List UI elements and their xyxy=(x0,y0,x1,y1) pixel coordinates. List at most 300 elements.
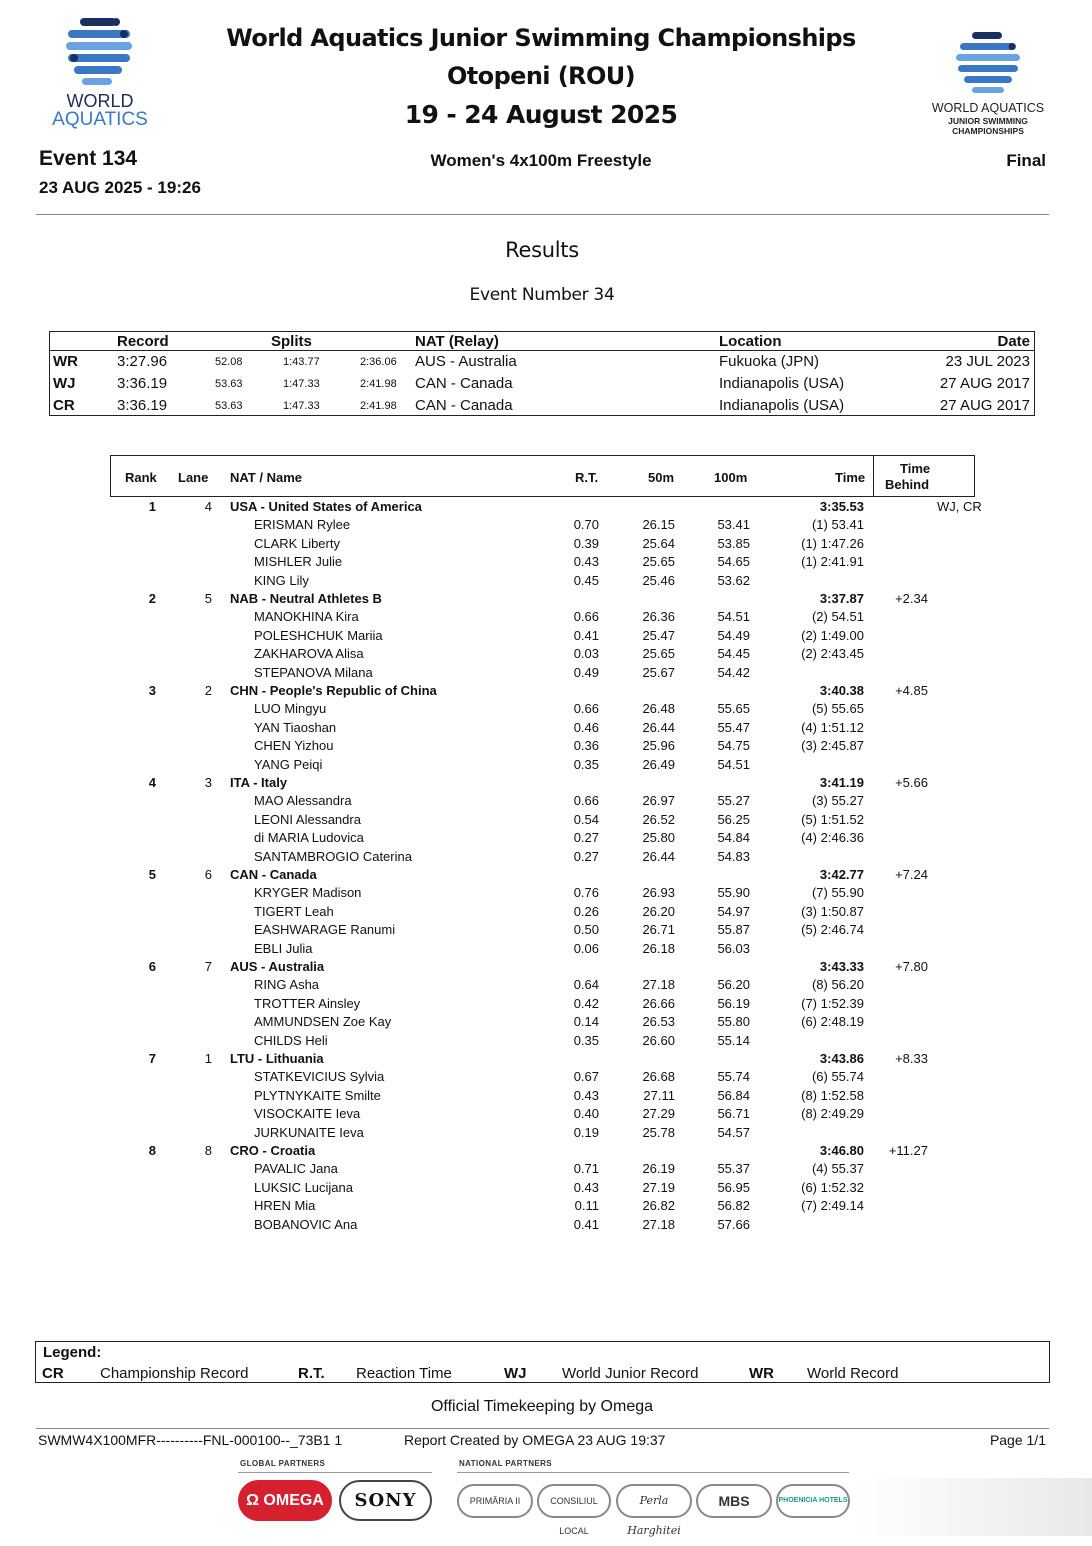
swimmer-split-50m: 26.49 xyxy=(642,756,675,772)
partner-logo-mbs: MBS xyxy=(696,1484,772,1518)
swimmer-name: STEPANOVA Milana xyxy=(254,664,373,680)
swimmer-reaction-time: 0.49 xyxy=(573,664,599,680)
swimmer-split-100m: 54.84 xyxy=(717,830,750,846)
swimmer-row xyxy=(0,1013,1092,1031)
record-split-2: 1:43.77 xyxy=(283,356,320,368)
swimmer-cumulative-time: (2) 2:43.45 xyxy=(801,646,864,662)
team-rank: 2 xyxy=(148,591,156,606)
swimmer-split-50m: 25.65 xyxy=(642,646,675,662)
partner-logo-perla: Perla Harghitei xyxy=(616,1484,692,1518)
swimmer-split-50m: 27.19 xyxy=(642,1179,675,1195)
swimmer-split-100m: 54.97 xyxy=(717,903,750,919)
swimmer-split-50m: 26.15 xyxy=(642,517,675,533)
swimmer-split-100m: 55.37 xyxy=(717,1161,750,1177)
team-lane: 2 xyxy=(204,683,212,698)
team-name: LTU - Lithuania xyxy=(230,1051,324,1066)
swimmer-split-50m: 25.67 xyxy=(642,664,675,680)
swimmer-reaction-time: 0.42 xyxy=(573,995,599,1011)
swimmer-name: TROTTER Ainsley xyxy=(254,995,361,1011)
swimmer-name: ERISMAN Rylee xyxy=(254,517,351,533)
event-name: Women's 4x100m Freestyle xyxy=(430,151,652,170)
world-aquatics-emblem-icon xyxy=(30,14,170,132)
event-datetime: 23 AUG 2025 - 19:26 xyxy=(39,178,201,197)
swimmer-cumulative-time: (1) 2:41.91 xyxy=(801,554,864,570)
swimmer-name: MAO Alessandra xyxy=(254,793,352,809)
swimmer-split-50m: 27.29 xyxy=(642,1106,675,1122)
swimmer-row xyxy=(0,627,1092,645)
record-time: 3:27.96 xyxy=(117,353,168,370)
swimmer-row xyxy=(0,700,1092,718)
swimmer-reaction-time: 0.26 xyxy=(573,903,599,919)
records-table-header xyxy=(50,332,1034,351)
swimmer-split-50m: 26.66 xyxy=(642,995,675,1011)
team-rank: 8 xyxy=(148,1143,156,1158)
swimmer-reaction-time: 0.45 xyxy=(573,572,599,588)
swimmer-name: PLYTNYKAITE Smilte xyxy=(254,1087,381,1103)
swimmer-row xyxy=(0,608,1092,626)
swimmer-row xyxy=(0,645,1092,663)
team-time: 3:46.80 xyxy=(819,1143,864,1158)
swimmer-split-50m: 25.80 xyxy=(642,830,675,846)
team-lane: 7 xyxy=(204,959,212,974)
swimmer-split-100m: 54.51 xyxy=(717,609,750,625)
team-row xyxy=(0,1142,1092,1160)
swimmer-reaction-time: 0.41 xyxy=(573,1216,599,1232)
swimmer-name: YANG Peiqi xyxy=(254,756,323,772)
swimmer-name: BOBANOVIC Ana xyxy=(254,1216,358,1232)
swimmer-name: di MARIA Ludovica xyxy=(254,830,364,846)
swimmer-name: JURKUNAITE Ieva xyxy=(254,1124,364,1140)
team-lane: 3 xyxy=(204,775,212,790)
global-partners-line xyxy=(238,1472,432,1473)
team-name: USA - United States of America xyxy=(230,499,422,514)
swimmer-cumulative-time: (6) 1:52.32 xyxy=(801,1179,864,1195)
results-header-rank: Rank xyxy=(125,470,157,485)
record-location: Fukuoka (JPN) xyxy=(719,353,820,370)
dates-title: 19 - 24 August 2025 xyxy=(404,100,678,129)
swimmer-row xyxy=(0,995,1092,1013)
swimmer-split-50m: 26.44 xyxy=(642,848,675,864)
swimmer-cumulative-time: (1) 53.41 xyxy=(811,517,864,533)
swimmer-split-100m: 55.74 xyxy=(717,1069,750,1085)
swimmer-name: RING Asha xyxy=(254,977,320,993)
swimmer-reaction-time: 0.39 xyxy=(573,535,599,551)
record-time: 3:36.19 xyxy=(117,375,168,392)
swimmer-split-50m: 26.93 xyxy=(642,885,675,901)
results-heading: Results xyxy=(505,238,579,262)
results-header-behind-1: Time xyxy=(900,461,931,476)
team-records: WJ, CR xyxy=(937,499,982,514)
swimmer-row xyxy=(0,1068,1092,1086)
swimmer-row xyxy=(0,884,1092,902)
team-row xyxy=(0,774,1092,792)
swimmer-reaction-time: 0.41 xyxy=(573,627,599,643)
swimmer-split-100m: 55.47 xyxy=(717,719,750,735)
record-time: 3:36.19 xyxy=(117,397,168,414)
swimmer-name: STATKEVICIUS Sylvia xyxy=(254,1069,385,1085)
swimmer-reaction-time: 0.19 xyxy=(573,1124,599,1140)
swimmer-cumulative-time: (4) 2:46.36 xyxy=(801,830,864,846)
swimmer-name: CHEN Yizhou xyxy=(254,738,334,754)
swimmer-row xyxy=(0,811,1092,829)
legend-code-wr: WR xyxy=(749,1365,774,1382)
swimmer-reaction-time: 0.70 xyxy=(573,517,599,533)
record-split-3: 2:41.98 xyxy=(360,378,397,390)
legend-label-rt: Reaction Time xyxy=(356,1365,452,1382)
record-code: WJ xyxy=(53,375,76,392)
team-name: ITA - Italy xyxy=(230,775,288,790)
swimmer-cumulative-time: (6) 2:48.19 xyxy=(801,1014,864,1030)
swimmer-split-50m: 25.96 xyxy=(642,738,675,754)
swimmer-split-100m: 55.14 xyxy=(717,1032,750,1048)
swimmer-split-50m: 26.20 xyxy=(642,903,675,919)
swimmer-row xyxy=(0,553,1092,571)
swimmer-split-100m: 54.57 xyxy=(717,1124,750,1140)
swimmer-cumulative-time: (3) 1:50.87 xyxy=(801,903,864,919)
legend-title: Legend: xyxy=(43,1344,102,1361)
record-nat: AUS - Australia xyxy=(415,353,517,370)
swimmer-split-100m: 54.51 xyxy=(717,756,750,772)
legend-code-cr: CR xyxy=(42,1365,64,1382)
swimmer-split-50m: 26.19 xyxy=(642,1161,675,1177)
swimmer-cumulative-time: (2) 54.51 xyxy=(811,609,864,625)
swimmer-split-100m: 54.49 xyxy=(717,627,750,643)
team-time: 3:43.86 xyxy=(819,1051,864,1066)
team-time: 3:43.33 xyxy=(819,959,864,974)
swimmer-split-100m: 54.75 xyxy=(717,738,750,754)
team-time-behind: +7.24 xyxy=(895,867,928,882)
swimmer-reaction-time: 0.66 xyxy=(573,793,599,809)
swimmer-reaction-time: 0.27 xyxy=(573,830,599,846)
swimmer-name: KRYGER Madison xyxy=(254,885,362,901)
team-time: 3:35.53 xyxy=(819,499,864,514)
footer-divider xyxy=(36,1428,1049,1429)
legend-code-rt: R.T. xyxy=(298,1365,325,1382)
swimmer-row xyxy=(0,1105,1092,1123)
swimmer-reaction-time: 0.54 xyxy=(573,811,599,827)
record-split-1: 53.63 xyxy=(215,400,243,412)
swimmer-name: CHILDS Heli xyxy=(254,1032,328,1048)
header-divider xyxy=(36,214,1049,215)
team-time-behind: +11.27 xyxy=(888,1143,928,1158)
record-split-2: 1:47.33 xyxy=(283,378,320,390)
swimmer-cumulative-time: (8) 2:49.29 xyxy=(801,1106,864,1122)
swimmer-reaction-time: 0.11 xyxy=(574,1198,599,1214)
swimmer-reaction-time: 0.35 xyxy=(573,756,599,772)
swimmer-split-50m: 26.97 xyxy=(642,793,675,809)
record-code: WR xyxy=(53,353,78,370)
swimmer-reaction-time: 0.64 xyxy=(573,977,599,993)
team-row xyxy=(0,498,1092,516)
swimmer-row xyxy=(0,1087,1092,1105)
legend-label-wj: World Junior Record xyxy=(562,1365,699,1382)
swimmer-reaction-time: 0.06 xyxy=(573,940,599,956)
legend-label-cr: Championship Record xyxy=(100,1365,249,1382)
swimmer-split-100m: 56.84 xyxy=(717,1087,750,1103)
swimmer-split-50m: 26.36 xyxy=(642,609,675,625)
swimmer-cumulative-time: (5) 1:51.52 xyxy=(801,811,864,827)
team-name: CAN - Canada xyxy=(230,867,317,882)
record-code: CR xyxy=(53,397,75,414)
swimmer-name: HREN Mia xyxy=(254,1198,316,1214)
results-header-time: Time xyxy=(835,470,866,485)
results-table-header xyxy=(110,455,975,497)
swimmer-name: CLARK Liberty xyxy=(254,535,340,551)
swimmer-reaction-time: 0.03 xyxy=(573,646,599,662)
swimmer-reaction-time: 0.50 xyxy=(573,922,599,938)
swimmer-split-50m: 25.65 xyxy=(642,554,675,570)
partner-logo-phoenicia: PHOENICIA HOTELS xyxy=(776,1484,850,1518)
swimmer-split-100m: 53.41 xyxy=(717,517,750,533)
swimmer-cumulative-time: (6) 55.74 xyxy=(811,1069,864,1085)
swimmer-split-100m: 54.65 xyxy=(717,554,750,570)
swimmer-row xyxy=(0,940,1092,958)
team-name: CRO - Croatia xyxy=(230,1143,316,1158)
records-header-record: Record xyxy=(117,333,169,350)
swimmer-split-50m: 26.82 xyxy=(642,1198,675,1214)
swimmer-reaction-time: 0.43 xyxy=(573,1179,599,1195)
swimmer-name: ZAKHAROVA Alisa xyxy=(254,646,364,662)
swimmer-row xyxy=(0,848,1092,866)
team-time-behind: +7.80 xyxy=(895,959,928,974)
swimmer-split-100m: 54.45 xyxy=(717,646,750,662)
swimmer-name: LUO Mingyu xyxy=(254,701,327,717)
swimmer-cumulative-time: (7) 1:52.39 xyxy=(801,995,864,1011)
swimmer-split-50m: 25.64 xyxy=(642,535,675,551)
team-time-behind: +8.33 xyxy=(895,1051,928,1066)
swimmer-row xyxy=(0,903,1092,921)
championship-title: World Aquatics Junior Swimming Championships xyxy=(226,24,856,52)
team-name: AUS - Australia xyxy=(230,959,325,974)
swimmer-split-100m: 56.03 xyxy=(717,940,750,956)
swimmer-row xyxy=(0,792,1092,810)
swimmer-split-100m: 56.25 xyxy=(717,811,750,827)
swimmer-cumulative-time: (3) 2:45.87 xyxy=(801,738,864,754)
swimmer-reaction-time: 0.76 xyxy=(573,885,599,901)
record-location: Indianapolis (USA) xyxy=(719,375,845,392)
swimmer-name: YAN Tiaoshan xyxy=(254,719,337,735)
swimmer-row xyxy=(0,719,1092,737)
results-header-separator xyxy=(873,456,874,496)
team-row xyxy=(0,958,1092,976)
swimmer-name: TIGERT Leah xyxy=(254,903,334,919)
swimmer-split-50m: 27.18 xyxy=(642,1216,675,1232)
swimmer-split-100m: 55.65 xyxy=(717,701,750,717)
record-row xyxy=(50,352,1034,374)
swimmer-reaction-time: 0.14 xyxy=(573,1014,599,1030)
team-rank: 5 xyxy=(148,867,156,882)
swimmer-reaction-time: 0.66 xyxy=(573,701,599,717)
swimmer-cumulative-time: (7) 55.90 xyxy=(811,885,864,901)
national-partners-label: NATIONAL PARTNERS xyxy=(459,1459,553,1468)
swimmer-split-100m: 55.80 xyxy=(717,1014,750,1030)
team-time-behind: +2.34 xyxy=(895,591,928,606)
team-row xyxy=(0,866,1092,884)
team-name: NAB - Neutral Athletes B xyxy=(230,591,382,606)
swimmer-reaction-time: 0.35 xyxy=(573,1032,599,1048)
swimmer-name: MANOKHINA Kira xyxy=(254,609,359,625)
team-lane: 5 xyxy=(204,591,212,606)
swimmer-split-100m: 55.90 xyxy=(717,885,750,901)
results-header-name: NAT / Name xyxy=(230,470,302,485)
team-lane: 6 xyxy=(204,867,212,882)
swimmer-row xyxy=(0,535,1092,553)
team-time: 3:40.38 xyxy=(819,683,864,698)
swimmer-cumulative-time: (4) 55.37 xyxy=(811,1161,864,1177)
swimmer-reaction-time: 0.43 xyxy=(573,554,599,570)
legend-label-wr: World Record xyxy=(807,1365,899,1382)
results-header-100m: 100m xyxy=(714,470,748,485)
swimmer-reaction-time: 0.40 xyxy=(573,1106,599,1122)
record-date: 27 AUG 2017 xyxy=(939,375,1030,392)
team-row xyxy=(0,1050,1092,1068)
event-phase: Final xyxy=(1006,151,1046,170)
record-location: Indianapolis (USA) xyxy=(719,397,845,414)
record-split-2: 1:47.33 xyxy=(283,400,320,412)
records-header-date: Date xyxy=(997,333,1030,350)
world-aquatics-logo xyxy=(30,14,170,132)
swimmer-row xyxy=(0,756,1092,774)
swimmer-split-50m: 25.78 xyxy=(642,1124,675,1140)
watermark-fade xyxy=(860,1478,1092,1536)
legend-code-wj: WJ xyxy=(504,1365,527,1382)
swimmer-name: MISHLER Julie xyxy=(254,554,343,570)
logo-left-word-1: WORLD xyxy=(66,91,134,111)
team-rank: 1 xyxy=(148,499,156,514)
team-time: 3:42.77 xyxy=(819,867,864,882)
team-row xyxy=(0,682,1092,700)
timekeeping-note: Official Timekeeping by Omega xyxy=(430,1398,654,1415)
swimmer-split-100m: 56.71 xyxy=(717,1106,750,1122)
swimmer-name: LEONI Alessandra xyxy=(254,811,361,827)
swimmer-split-50m: 25.46 xyxy=(642,572,675,588)
results-header-50m: 50m xyxy=(648,470,675,485)
records-header-location: Location xyxy=(719,333,782,350)
swimmer-name: POLESHCHUK Mariia xyxy=(254,627,383,643)
records-table xyxy=(49,331,1035,416)
swimmer-split-50m: 26.48 xyxy=(642,701,675,717)
swimmer-split-50m: 27.11 xyxy=(643,1087,675,1103)
results-header-rt: R.T. xyxy=(575,470,599,485)
report-code: SWMW4X100MFR----------FNL-000100--_73B1 1 xyxy=(38,1432,343,1448)
results-header-behind-2: Behind xyxy=(885,477,930,492)
swimmer-split-100m: 55.27 xyxy=(717,793,750,809)
swimmer-row xyxy=(0,516,1092,534)
team-name: CHN - People's Republic of China xyxy=(230,683,437,698)
global-partners-label: GLOBAL PARTNERS xyxy=(240,1459,326,1468)
team-rank: 6 xyxy=(148,959,156,974)
swimmer-row xyxy=(0,1160,1092,1178)
team-rank: 4 xyxy=(148,775,156,790)
swimmer-cumulative-time: (2) 1:49.00 xyxy=(801,627,864,643)
swimmer-reaction-time: 0.36 xyxy=(573,738,599,754)
team-row xyxy=(0,590,1092,608)
sony-logo: SONY xyxy=(339,1480,432,1521)
record-row xyxy=(50,396,1034,418)
records-header-splits: Splits xyxy=(271,333,312,350)
legend-box xyxy=(35,1341,1050,1383)
report-created: Report Created by OMEGA 23 AUG 19:37 xyxy=(404,1432,666,1448)
swimmer-row xyxy=(0,1124,1092,1142)
logo-right-word-3: CHAMPIONSHIPS xyxy=(952,126,1024,136)
team-lane: 8 xyxy=(204,1143,212,1158)
swimmer-row xyxy=(0,1179,1092,1197)
swimmer-name: EBLI Julia xyxy=(254,940,313,956)
swimmer-split-50m: 25.47 xyxy=(642,627,675,643)
swimmer-cumulative-time: (7) 2:49.14 xyxy=(801,1198,864,1214)
swimmer-name: KING Lily xyxy=(254,572,309,588)
swimmer-row xyxy=(0,1216,1092,1234)
record-split-1: 53.63 xyxy=(215,378,243,390)
swimmer-cumulative-time: (1) 1:47.26 xyxy=(801,535,864,551)
swimmer-reaction-time: 0.46 xyxy=(573,719,599,735)
swimmer-split-100m: 53.62 xyxy=(717,572,750,588)
record-date: 27 AUG 2017 xyxy=(939,397,1030,414)
swimmer-cumulative-time: (5) 2:46.74 xyxy=(801,922,864,938)
team-lane: 1 xyxy=(204,1051,212,1066)
swimmer-row xyxy=(0,664,1092,682)
national-partners-line xyxy=(457,1472,849,1473)
swimmer-reaction-time: 0.43 xyxy=(573,1087,599,1103)
swimmer-name: EASHWARAGE Ranumi xyxy=(254,922,396,938)
omega-logo: Ω OMEGA xyxy=(238,1480,332,1521)
swimmer-split-100m: 53.85 xyxy=(717,535,750,551)
team-time: 3:41.19 xyxy=(819,775,864,790)
swimmer-reaction-time: 0.27 xyxy=(573,848,599,864)
swimmer-split-50m: 26.71 xyxy=(642,922,675,938)
swimmer-split-50m: 26.68 xyxy=(642,1069,675,1085)
swimmer-cumulative-time: (8) 1:52.58 xyxy=(801,1087,864,1103)
swimmer-reaction-time: 0.67 xyxy=(573,1069,599,1085)
logo-right-word-2: JUNIOR SWIMMING xyxy=(948,116,1028,126)
record-date: 23 JUL 2023 xyxy=(945,353,1030,370)
swimmer-cumulative-time: (5) 55.65 xyxy=(811,701,864,717)
team-rank: 7 xyxy=(148,1051,156,1066)
record-split-1: 52.08 xyxy=(215,356,243,368)
record-nat: CAN - Canada xyxy=(415,397,513,414)
swimmer-reaction-time: 0.66 xyxy=(573,609,599,625)
swimmer-split-100m: 54.83 xyxy=(717,848,750,864)
swimmer-split-100m: 56.82 xyxy=(717,1198,750,1214)
swimmer-row xyxy=(0,1197,1092,1215)
record-split-3: 2:36.06 xyxy=(360,356,397,368)
swimmer-split-50m: 26.44 xyxy=(642,719,675,735)
team-rank: 3 xyxy=(148,683,156,698)
swimmer-name: LUKSIC Lucijana xyxy=(254,1179,353,1195)
swimmer-row xyxy=(0,829,1092,847)
swimmer-name: PAVALIC Jana xyxy=(254,1161,338,1177)
partner-logo-consiliul: CONSILIUL LOCAL xyxy=(537,1484,611,1518)
swimmer-cumulative-time: (8) 56.20 xyxy=(811,977,864,993)
results-header-lane: Lane xyxy=(178,470,209,485)
swimmer-split-100m: 56.20 xyxy=(717,977,750,993)
venue-title: Otopeni (ROU) xyxy=(447,62,635,90)
partner-logo-primaria: PRIMĂRIA II xyxy=(457,1484,533,1518)
swimmer-split-100m: 54.42 xyxy=(717,664,750,680)
swimmer-reaction-time: 0.71 xyxy=(573,1161,599,1177)
swimmer-row xyxy=(0,572,1092,590)
swimmer-split-50m: 26.60 xyxy=(642,1032,675,1048)
records-header-nat: NAT (Relay) xyxy=(415,333,499,350)
swimmer-cumulative-time: (4) 1:51.12 xyxy=(801,719,864,735)
swimmer-row xyxy=(0,921,1092,939)
logo-right-word-1: WORLD AQUATICS xyxy=(931,101,1045,115)
swimmer-split-100m: 56.95 xyxy=(717,1179,750,1195)
page-number: Page 1/1 xyxy=(989,1432,1046,1448)
swimmer-split-100m: 57.66 xyxy=(717,1216,750,1232)
record-row xyxy=(50,374,1034,396)
event-number-heading: Event Number 34 xyxy=(469,285,615,305)
